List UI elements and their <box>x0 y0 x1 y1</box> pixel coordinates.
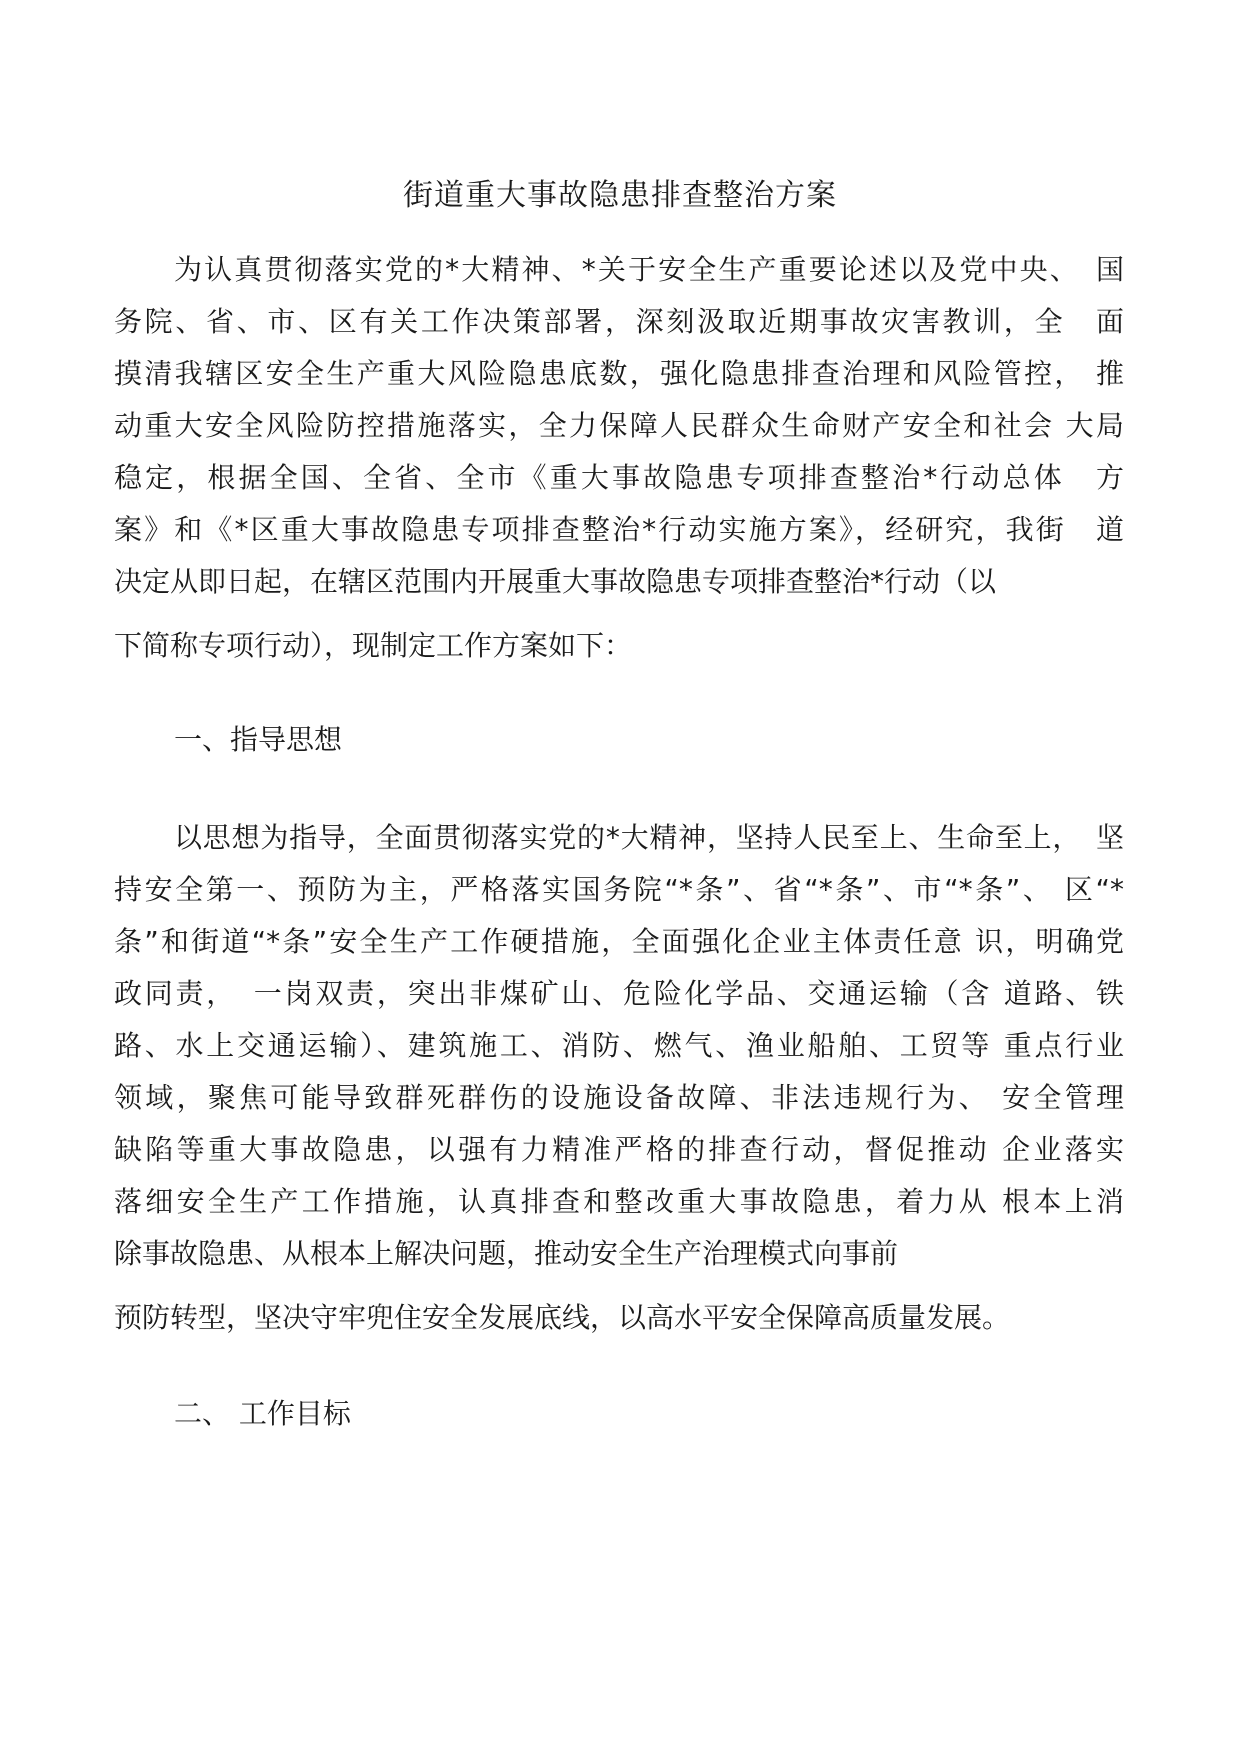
paragraph-1-line: 决定从即日起，在辖区范围内开展重大事故隐患专项排查整治*行动（以 <box>114 565 997 598</box>
paragraph-1-line: 务院、省、市、区有关工作决策部署，深刻汲取近期事故灾害教训，全 面 <box>114 305 1124 338</box>
paragraph-2-line: 除事故隐患、从根本上解决问题，推动安全生产治理模式向事前 <box>114 1237 899 1270</box>
document-title: 街道重大事故隐患排查整治方案 <box>403 178 837 213</box>
paragraph-1-line: 下简称专项行动），现制定工作方案如下： <box>114 629 633 662</box>
section-heading-work-goals: 二、 工作目标 <box>174 1397 351 1430</box>
paragraph-1-line: 动重大安全风险防控措施落实，全力保障人民群众生命财产安全和社会 大局 <box>114 409 1124 442</box>
paragraph-1-line: 案》和《*区重大事故隐患专项排查整治*行动实施方案》，经研究，我街 道 <box>114 513 1124 546</box>
paragraph-1-line: 稳定，根据全国、全省、全市《重大事故隐患专项排查整治*行动总体 方 <box>114 461 1124 494</box>
paragraph-2-line: 政同责， 一岗双责，突出非煤矿山、危险化学品、交通运输（含 道路、铁 <box>114 977 1124 1010</box>
paragraph-2-line: 路、水上交通运输）、建筑施工、消防、燃气、渔业船舶、工贸等 重点行业 <box>114 1029 1124 1062</box>
paragraph-2-line: 条”和街道“*条”安全生产工作硬措施，全面强化企业主体责任意 识，明确党 <box>114 925 1124 958</box>
paragraph-1-line: 摸清我辖区安全生产重大风险隐患底数，强化隐患排查治理和风险管控， 推 <box>114 357 1124 390</box>
paragraph-2-line: 领域，聚焦可能导致群死群伤的设施设备故障、非法违规行为、 安全管理 <box>114 1081 1124 1114</box>
section-heading-guiding-ideology: 一、指导思想 <box>174 723 343 756</box>
paragraph-2-line: 落细安全生产工作措施，认真排查和整改重大事故隐患，着力从 根本上消 <box>114 1185 1124 1218</box>
paragraph-2-line: 缺陷等重大事故隐患，以强有力精准严格的排查行动，督促推动 企业落实 <box>114 1133 1124 1166</box>
paragraph-2-line: 以思想为指导，全面贯彻落实党的*大精神，坚持人民至上、生命至上， 坚 <box>174 821 1124 854</box>
paragraph-2-line: 持安全第一、预防为主，严格落实国务院“*条”、省“*条”、市“*条”、 区“* <box>114 873 1124 906</box>
paragraph-1-line: 为认真贯彻落实党的*大精神、*关于安全生产重要论述以及党中央、 国 <box>174 253 1124 286</box>
paragraph-2-line: 预防转型，坚决守牢兜住安全发展底线，以高水平安全保障高质量发展。 <box>114 1301 1011 1334</box>
